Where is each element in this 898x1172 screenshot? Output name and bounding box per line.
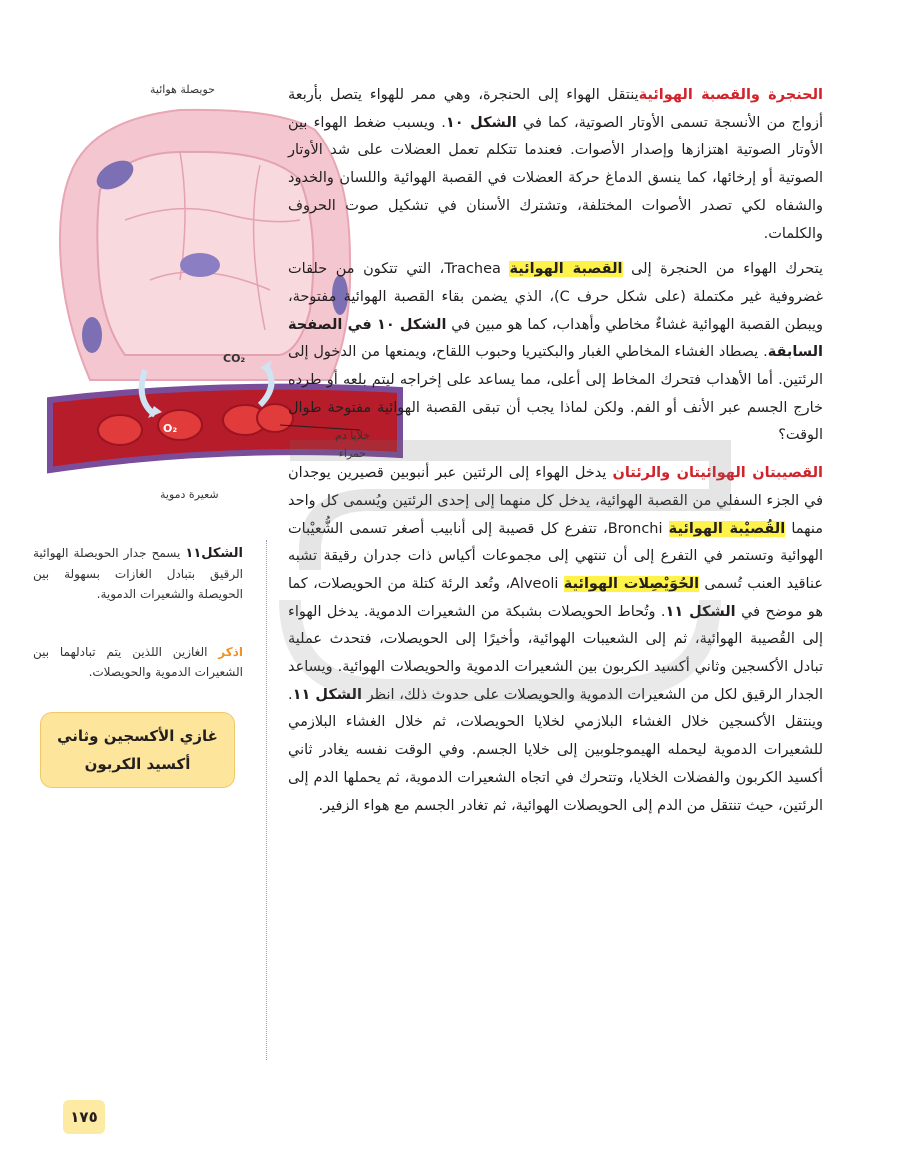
paragraph-trachea [288, 256, 823, 450]
text: Trachea، التي تتكون من حلقات غضروفية غير مكتملة (على شكل حرف C)، الذي يضمن بقاء القصبة الهوائية مفتوحة، ويبطن القصبة الهوائية غشاءٌ مخاطي وأهداب، كما هو مبين في [288, 261, 824, 333]
heading-bronchi-lungs: القصيبتان الهوائيتان والرئتان [612, 465, 823, 482]
page-number: ١٧٥ [63, 1100, 105, 1134]
figure-ref: الشكل ١١ [292, 686, 362, 703]
caption-text: يسمح جدار الحويصلة الهوائية الرقيق بتبادل الغازات بسهولة بين الحويصلة والشعيرات الدموية. [33, 546, 243, 601]
label-capillary: شعيرة دموية [160, 488, 219, 501]
column-divider [266, 540, 267, 1060]
main-column [288, 82, 823, 820]
red-blood-cell [98, 415, 142, 445]
text: ينتقل الهواء إلى الحنجرة، وهي ممر للهواء يتصل بأربعة أزواج من الأنسجة تسمى الأوتار الصوتية، كما في [288, 87, 824, 131]
cell-nucleus [180, 253, 220, 277]
text: Bronchi، تتفرع كل قصيبة إلى أنابيب أصغر تسمى الشُّعيْبات الهوائية وتستمر في التفرع إلى أن تنتهي إلى مجموعات أكياس ذات جدران رقيقة تشبه عناقيد العنب تُسمى [288, 520, 824, 592]
text: . يصطاد الغشاء المخاطي الغبار والبكتيريا وحبوب اللقاح، ويمنعها من الدخول إلى الرئتين. أما الأهداب فتحرك المخاط إلى أعلى، مما يساعد على إخراجه ليتم بلعه أو طرده خارج الجسم عبر الأنف أو الفم. ولكن لماذا يجب أن تبقى القصبة الهوائية مفتوحة طوال الوقت؟ [288, 344, 823, 444]
remember-label: اذكر [218, 645, 243, 659]
term-alveoli: الحُوَيْصِلات الهوائية [563, 575, 700, 592]
term-bronchi: القُصيْبة الهوائية [668, 520, 786, 537]
caption-number: الشكل١١ [185, 546, 243, 561]
text: . وتُحاط الحويصلات بشبكة من الشعيرات الدموية. يدخل الهواء إلى القُصيبة الهوائية، ثم إلى الشعيبات الهوائية، وأخيرًا إلى الحويصلات، فتحدث عملية تبادل الأكسجين وثاني أكسيد الكربون بين الشعيرات الدموية والحويصلات الهوائية. ويساعد الجدار الرقيق لكل من الشعيرات الدموية والحويصلات على حدوث ذلك، انظر [288, 603, 824, 703]
text: Alveoli، وتُعد الرئة كتلة من الحويصلات، كما هو موضح في [288, 575, 823, 620]
remember-text: الغازين اللذين يتم تبادلهما بين الشعيرات الدموية والحويصلات. [33, 645, 243, 679]
label-co2: CO₂ [223, 352, 246, 365]
figure-ref: الشكل ١٠ في الصفحة السابقة [288, 316, 823, 361]
text: . ويسبب ضغط الهواء بين الأوتار الصوتية اهتزازها وإصدار الأصوات. فعندما تتكلم تعمل العضلات على شد الأوتار الصوتية أو إرخائها، كما ينسق الدماغ حركة العضلات في القصبة الهوائية واللسان والخدود والشفاه لكي تصدر الأصوات المختلفة، وتشترك الأسنان في تشكيل صوت الحروف والكلمات. [288, 114, 823, 242]
label-o2: O₂ [163, 422, 178, 435]
figure-ref: الشكل ١١ [665, 603, 736, 620]
answer-line: غازي الأكسجين وثاني [57, 727, 218, 745]
label-alveolus: حويصلة هوائية [150, 83, 215, 96]
term-trachea: القصبة الهوائية [509, 261, 623, 278]
figure-ref: الشكل ١٠ [445, 114, 517, 131]
cell-nucleus [82, 317, 102, 353]
answer-box [40, 712, 235, 788]
remember-question [33, 642, 243, 682]
heading-larynx-trachea: الحنجرة والقصبة الهوائية [638, 87, 823, 103]
text: . وينتقل الأكسجين خلال الغشاء البلازمي لخلايا الحويصلات، ثم خلال الغشاء البلازمي للشعيرات الدموية ليحمله الهيموجلوبين إلى خلايا الجسم. وفي الوقت نفسه يغادر ثاني أكسيد الكربون والفضلات الخلايا، وتتحرك في اتجاه الشعيرات الدموية، ثم يحملها الدم إلى الرئتين، حيث تنتقل من الدم إلى الحويصلات الهوائية، ثم تغادر الجسم مع هواء الزفير. [288, 686, 823, 814]
paragraph-larynx [288, 82, 823, 248]
text: يتحرك الهواء من الحنجرة إلى [622, 261, 823, 278]
answer-line: أكسيد الكربون [84, 755, 191, 773]
label-red-blood-cells: خلايا دم حمراء [335, 429, 370, 460]
paragraph-bronchi [288, 460, 823, 820]
figure-caption [33, 543, 243, 604]
text: يدخل الهواء إلى الرئتين عبر أنبوبين قصيرين يوجدان في الجزء السفلي من القصبة الهوائية، يدخل كل منهما إلى إحدى الرئتين ويُسمى كل واحد منهما [288, 465, 823, 537]
